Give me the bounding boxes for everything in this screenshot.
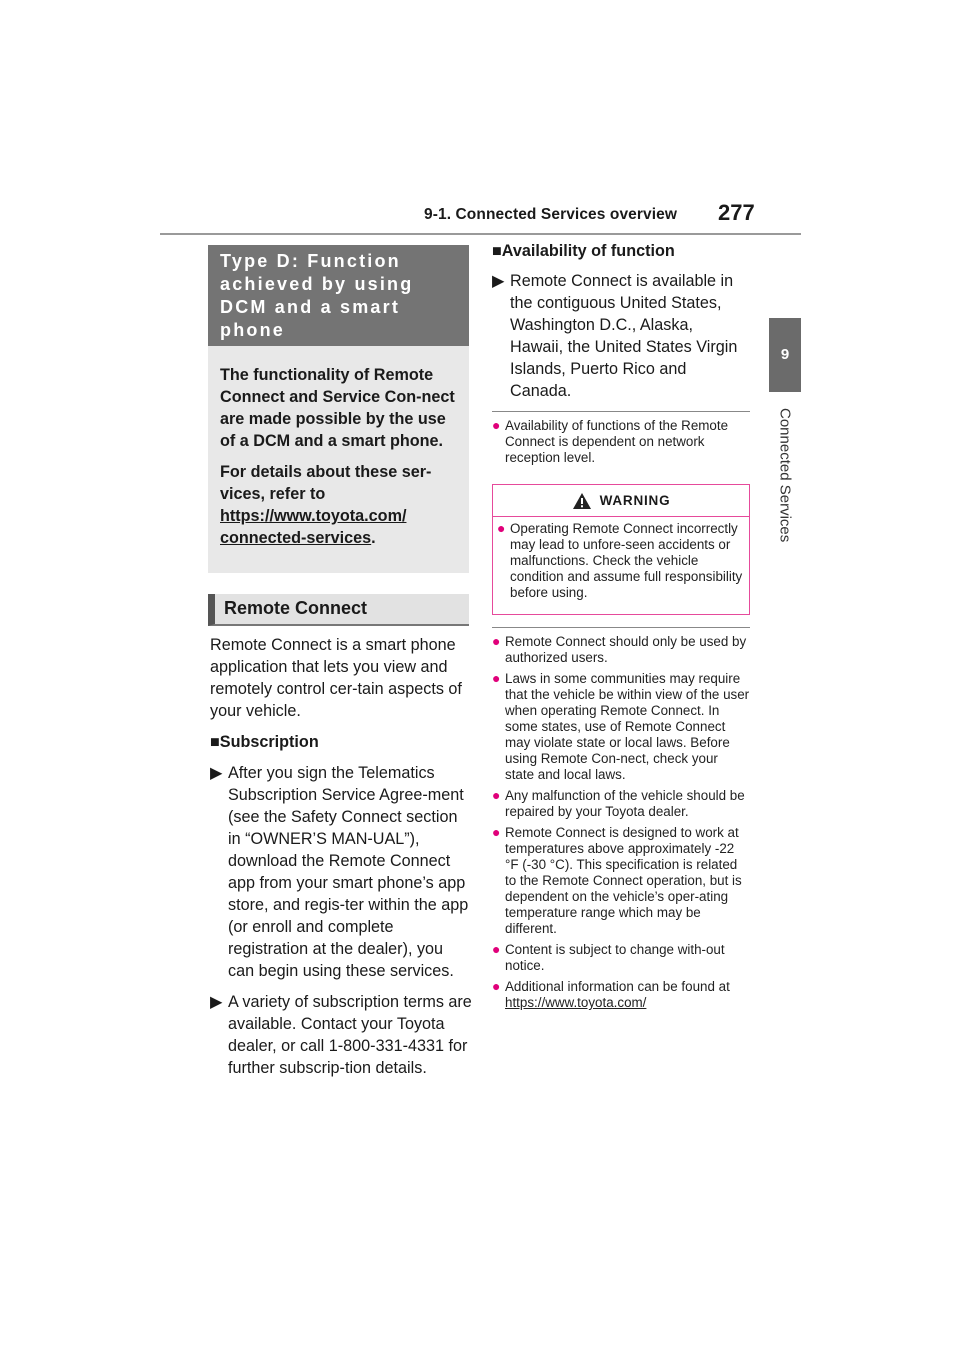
- triangle-bullet-icon: ▶: [210, 993, 223, 1011]
- circle-dot-icon: ●: [492, 787, 501, 803]
- circle-dot-icon: ●: [492, 633, 501, 649]
- note-text: Content is subject to change with-out notice.: [505, 942, 725, 973]
- list-item: [210, 991, 472, 1079]
- warning-header: [493, 485, 749, 517]
- square-icon: ■: [492, 242, 502, 260]
- note-text: Any malfunction of the vehicle should be repaired by your Toyota dealer.: [505, 788, 745, 819]
- availability-heading: [492, 240, 750, 262]
- right-column: [492, 240, 750, 1016]
- info-box: [208, 346, 469, 573]
- availability-heading-text: Availability of function: [501, 242, 675, 260]
- intro-paragraph: Remote Connect is a smart phone application that lets you view and remotely control cer-tain aspects of your vehicle.: [210, 636, 462, 720]
- warning-title: WARNING: [599, 493, 671, 508]
- info-paragraph: The functionality of Remote Connect and Service Con-nect are made possible by the use of a DCM and a smart phone.: [220, 366, 455, 450]
- list-item-text: After you sign the Telematics Subscription Service Agree-ment (see the Safety Connect section in “OWNER’S MAN-UAL”), download the Remote Connect app from your smart phone’s app store, and regis-ter within the app (or enroll and complete registration at the dealer), you can begin using these services.: [228, 764, 469, 980]
- connected-services-link[interactable]: https://www.toyota.com/ connected-services: [220, 507, 407, 547]
- note-item: [492, 942, 750, 974]
- circle-dot-icon: ●: [492, 417, 501, 433]
- section-title: 9-1. Connected Services overview: [424, 206, 678, 223]
- note-item: [492, 788, 750, 820]
- remote-connect-body: [210, 634, 472, 1088]
- note-item: [492, 418, 750, 466]
- triangle-bullet-icon: ▶: [210, 764, 223, 782]
- note-text: Availability of functions of the Remote Connect is dependent on network reception level.: [505, 418, 729, 465]
- subscription-heading-text: Subscription: [219, 733, 319, 751]
- page-number: 277: [718, 200, 755, 225]
- note-text: Remote Connect should only be used by authorized users.: [505, 634, 747, 665]
- chapter-label-text: Connected Services: [776, 408, 794, 543]
- list-item-text: Remote Connect is available in the contiguous United States, Washington D.C., Alaska, Hawaii, the United States Virgin Islands, Puerto Rico and Canada.: [510, 272, 738, 400]
- info-reference: [220, 461, 457, 549]
- triangle-bullet-icon: ▶: [492, 272, 505, 290]
- list-item: [210, 762, 472, 982]
- divider: [492, 411, 750, 412]
- info-reference-text: For details about these ser-vices, refer to: [220, 463, 432, 503]
- chapter-label: [759, 408, 811, 998]
- warning-triangle-icon: [572, 492, 592, 510]
- circle-dot-icon: ●: [492, 824, 501, 840]
- toyota-url-link[interactable]: https://www.toyota.com/: [505, 995, 647, 1010]
- note-item: [492, 634, 750, 666]
- remote-connect-heading: Remote Connect: [208, 594, 469, 626]
- list-item: [492, 270, 750, 402]
- type-d-heading: Type D: Function achieved by using DCM and a smart phone: [208, 245, 469, 346]
- note-text: Laws in some communities may require that the vehicle be within view of the user when operating Remote Connect. In some states, use of Remote Connect may violate state or local laws. Before using Remote Con-nect, check your state and local laws.: [505, 671, 750, 782]
- header-divider: [160, 233, 801, 235]
- notes-list: [492, 634, 750, 1011]
- warning-box: [492, 484, 750, 615]
- circle-dot-icon: ●: [497, 520, 506, 536]
- note-item: [497, 521, 743, 601]
- circle-dot-icon: ●: [492, 978, 501, 994]
- square-icon: ■: [210, 733, 220, 751]
- subscription-heading: [210, 731, 472, 753]
- note-text: Additional information can be found at: [505, 979, 730, 994]
- note-text: Remote Connect is designed to work at temperatures above approximately -22 °F (-30 °C). This specification is related to the Remote Connect operation, but is dependent on the vehicle’s oper-ating temperature range which may be different.: [505, 825, 742, 936]
- divider: [492, 627, 750, 628]
- note-item: [492, 979, 750, 1011]
- list-item-text: A variety of subscription terms are available. Contact your Toyota dealer, or call 1-800-331-4331 for further subscrip-tion details.: [228, 993, 472, 1077]
- circle-dot-icon: ●: [492, 941, 501, 957]
- note-item: [492, 671, 750, 783]
- info-period: .: [371, 529, 376, 547]
- warning-text: Operating Remote Connect incorrectly may lead to unfore-seen accidents or malfunctions. Check the vehicle condition and assume full responsibility before using.: [510, 521, 743, 600]
- note-item: [492, 825, 750, 937]
- circle-dot-icon: ●: [492, 670, 501, 686]
- chapter-tab: 9: [769, 318, 801, 392]
